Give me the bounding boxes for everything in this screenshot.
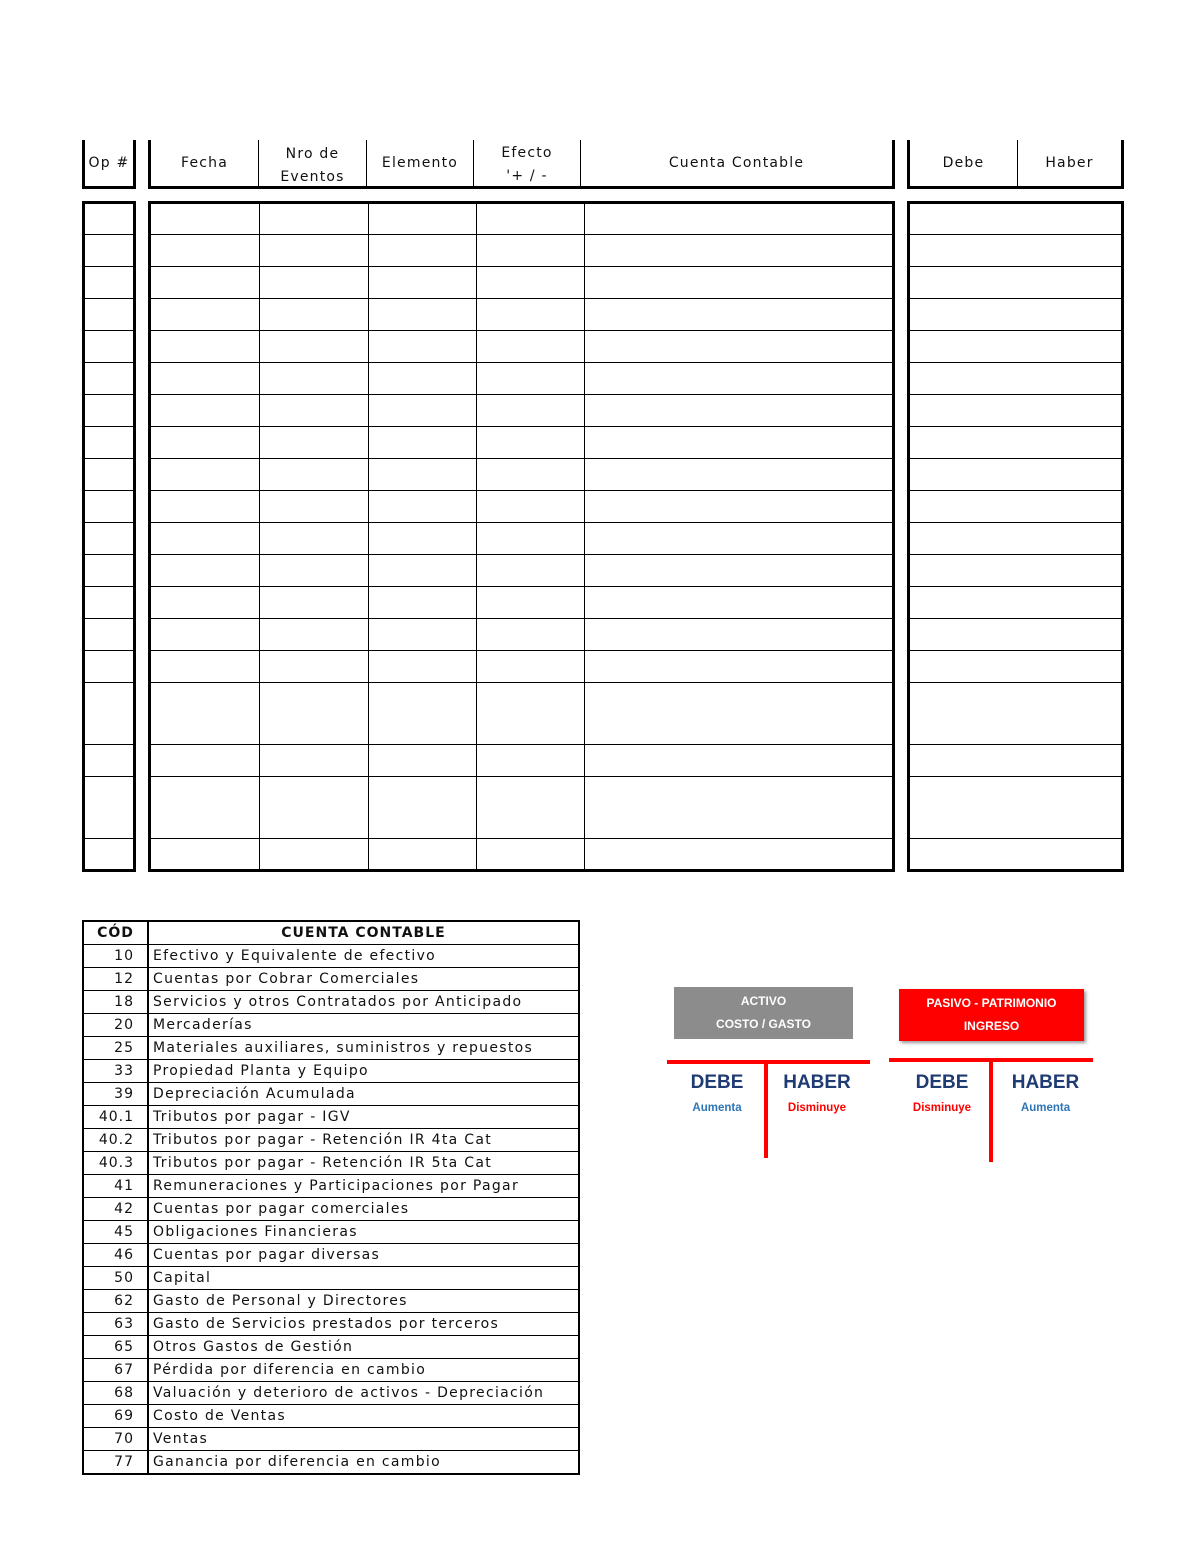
op-cell[interactable] (84, 267, 135, 299)
journal-cell[interactable] (369, 235, 477, 267)
journal-row (150, 491, 894, 523)
debe-haber-cell[interactable] (909, 745, 1123, 777)
activo-costo-gasto-box (674, 987, 853, 1039)
journal-cell[interactable] (369, 427, 477, 459)
op-row (84, 683, 135, 745)
left-debe-effect: Aumenta (692, 1102, 742, 1114)
op-cell[interactable] (84, 235, 135, 267)
debe-haber-cell[interactable] (909, 299, 1123, 331)
journal-cell[interactable] (369, 299, 477, 331)
journal-cell[interactable] (585, 459, 894, 491)
journal-cell[interactable] (585, 203, 894, 235)
journal-cell[interactable] (477, 839, 585, 871)
journal-cell[interactable] (585, 651, 894, 683)
account-row (83, 1152, 579, 1175)
op-cell[interactable] (84, 331, 135, 363)
op-header (82, 140, 136, 189)
account-row (83, 1336, 579, 1359)
journal-row (150, 683, 894, 745)
journal-cell[interactable] (260, 235, 369, 267)
op-cell[interactable] (84, 203, 135, 235)
op-cell[interactable] (84, 427, 135, 459)
journal-cell[interactable] (369, 459, 477, 491)
account-name: Cuentas por pagar comerciales (148, 1198, 579, 1221)
journal-cell[interactable] (150, 555, 260, 587)
debe-haber-cell[interactable] (909, 651, 1123, 683)
debe-haber-cell[interactable] (909, 331, 1123, 363)
journal-cell[interactable] (477, 745, 585, 777)
debe-haber-row (909, 651, 1123, 683)
right-credit-side (998, 1072, 1093, 1116)
account-code: 50 (83, 1267, 148, 1290)
account-row (83, 1267, 579, 1290)
debe-haber-row (909, 491, 1123, 523)
t-account-left-divider (764, 1060, 768, 1158)
account-code: 39 (83, 1083, 148, 1106)
name-column-header: CUENTA CONTABLE (148, 921, 579, 945)
journal-cell[interactable] (260, 683, 369, 745)
journal-cell[interactable] (585, 619, 894, 651)
journal-cell[interactable] (369, 363, 477, 395)
ingreso-label: INGRESO (963, 1019, 1020, 1033)
account-code: 62 (83, 1290, 148, 1313)
debe-haber-cell[interactable] (909, 427, 1123, 459)
account-code: 18 (83, 991, 148, 1014)
account-code: 25 (83, 1037, 148, 1060)
t-account-left-top-line (667, 1060, 870, 1064)
account-row (83, 1129, 579, 1152)
journal-cell[interactable] (477, 395, 585, 427)
journal-cell[interactable] (260, 491, 369, 523)
debe-haber-row (909, 363, 1123, 395)
debe-haber-row (909, 427, 1123, 459)
account-name: Remuneraciones y Participaciones por Pagar (148, 1175, 579, 1198)
op-cell[interactable] (84, 619, 135, 651)
journal-cell[interactable] (369, 267, 477, 299)
account-code: 46 (83, 1244, 148, 1267)
account-code: 20 (83, 1014, 148, 1037)
journal-cell[interactable] (150, 523, 260, 555)
journal-cell[interactable] (585, 839, 894, 871)
debe-header: Debe (910, 140, 1018, 186)
account-name: Capital (148, 1267, 579, 1290)
op-row (84, 299, 135, 331)
journal-cell[interactable] (477, 619, 585, 651)
op-row (84, 619, 135, 651)
journal-row (150, 555, 894, 587)
debe-haber-grid (907, 201, 1124, 872)
account-name: Materiales auxiliares, suministros y repuestos (148, 1037, 579, 1060)
op-row (84, 745, 135, 777)
journal-cell[interactable] (585, 331, 894, 363)
debe-haber-row (909, 839, 1123, 871)
journal-cell[interactable] (260, 555, 369, 587)
code-column-header: CÓD (83, 921, 148, 945)
account-row (83, 1037, 579, 1060)
journal-cell[interactable] (369, 683, 477, 745)
journal-row (150, 777, 894, 839)
debe-haber-cell[interactable] (909, 267, 1123, 299)
op-cell[interactable] (84, 839, 135, 871)
account-code: 41 (83, 1175, 148, 1198)
debe-haber-row (909, 683, 1123, 745)
journal-cell[interactable] (150, 427, 260, 459)
journal-cell[interactable] (150, 203, 260, 235)
op-row (84, 651, 135, 683)
account-row (83, 1106, 579, 1129)
op-cell[interactable] (84, 777, 135, 839)
op-row (84, 363, 135, 395)
journal-row (150, 587, 894, 619)
op-row (84, 523, 135, 555)
journal-row (150, 395, 894, 427)
account-name: Gasto de Personal y Directores (148, 1290, 579, 1313)
debe-haber-row (909, 777, 1123, 839)
right-debe-effect: Disminuye (912, 1102, 972, 1114)
account-name: Cuentas por pagar diversas (148, 1244, 579, 1267)
left-debit-side (672, 1072, 762, 1116)
account-row (83, 1060, 579, 1083)
debe-haber-cell[interactable] (909, 491, 1123, 523)
op-cell[interactable] (84, 459, 135, 491)
journal-row (150, 235, 894, 267)
elemento-header: Elemento (367, 140, 474, 186)
account-code: 70 (83, 1428, 148, 1451)
cuenta-contable-header: Cuenta Contable (668, 154, 805, 171)
account-code: 10 (83, 945, 148, 968)
account-code: 40.3 (83, 1152, 148, 1175)
journal-cell[interactable] (260, 363, 369, 395)
account-row (83, 1244, 579, 1267)
debe-haber-row (909, 745, 1123, 777)
account-code: 68 (83, 1382, 148, 1405)
op-row (84, 777, 135, 839)
t-account-right-divider (989, 1058, 993, 1162)
journal-cell[interactable] (150, 299, 260, 331)
op-row (84, 459, 135, 491)
account-name: Mercaderías (148, 1014, 579, 1037)
journal-cell[interactable] (477, 235, 585, 267)
journal-cell[interactable] (260, 745, 369, 777)
journal-cell[interactable] (260, 587, 369, 619)
account-row (83, 968, 579, 991)
op-header-label: Op # (88, 154, 130, 171)
journal-cell[interactable] (369, 331, 477, 363)
op-cell[interactable] (84, 651, 135, 683)
account-name: Pérdida por diferencia en cambio (148, 1359, 579, 1382)
journal-cell[interactable] (585, 363, 894, 395)
journal-cell[interactable] (150, 395, 260, 427)
debe-haber-row (909, 235, 1123, 267)
account-name: Gasto de Servicios prestados por terceros (148, 1313, 579, 1336)
journal-row (150, 427, 894, 459)
fecha-header: Fecha (151, 140, 259, 186)
debe-haber-cell[interactable] (909, 683, 1123, 745)
op-cell[interactable] (84, 745, 135, 777)
journal-row (150, 363, 894, 395)
account-row (83, 1175, 579, 1198)
account-row (83, 1451, 579, 1475)
left-haber-label: HABER (783, 1072, 851, 1093)
debe-haber-row (909, 267, 1123, 299)
journal-row (150, 745, 894, 777)
op-row (84, 395, 135, 427)
account-name: Ventas (148, 1428, 579, 1451)
journal-cell[interactable] (260, 299, 369, 331)
pasivo-patrimonio-label: PASIVO - PATRIMONIO (926, 996, 1057, 1010)
debe-haber-row (909, 587, 1123, 619)
debe-haber-cell[interactable] (909, 839, 1123, 871)
journal-cell[interactable] (369, 587, 477, 619)
journal-header (148, 140, 895, 189)
journal-cell[interactable] (260, 203, 369, 235)
journal-cell[interactable] (369, 777, 477, 839)
journal-cell[interactable] (150, 267, 260, 299)
debe-haber-cell[interactable] (909, 363, 1123, 395)
account-code: 67 (83, 1359, 148, 1382)
account-row (83, 1014, 579, 1037)
account-name: Otros Gastos de Gestión (148, 1336, 579, 1359)
debe-haber-cell[interactable] (909, 395, 1123, 427)
account-row (83, 1313, 579, 1336)
op-cell[interactable] (84, 683, 135, 745)
journal-cell[interactable] (150, 745, 260, 777)
journal-cell[interactable] (260, 331, 369, 363)
journal-cell[interactable] (150, 331, 260, 363)
debe-haber-cell[interactable] (909, 555, 1123, 587)
journal-cell[interactable] (369, 203, 477, 235)
journal-cell[interactable] (585, 427, 894, 459)
journal-cell[interactable] (150, 839, 260, 871)
account-code: 77 (83, 1451, 148, 1475)
right-debit-side (896, 1072, 988, 1116)
debe-haber-cell[interactable] (909, 459, 1123, 491)
journal-cell[interactable] (260, 839, 369, 871)
debe-haber-cell[interactable] (909, 587, 1123, 619)
journal-cell[interactable] (477, 523, 585, 555)
journal-cell[interactable] (477, 491, 585, 523)
journal-cell[interactable] (150, 651, 260, 683)
debe-haber-cell[interactable] (909, 777, 1123, 839)
debe-haber-cell[interactable] (909, 203, 1123, 235)
right-haber-label: HABER (1011, 1072, 1080, 1093)
journal-row (150, 651, 894, 683)
journal-cell[interactable] (477, 683, 585, 745)
op-row (84, 839, 135, 871)
account-name: Obligaciones Financieras (148, 1221, 579, 1244)
op-row (84, 587, 135, 619)
journal-cell[interactable] (150, 683, 260, 745)
account-code: 63 (83, 1313, 148, 1336)
journal-cell[interactable] (150, 777, 260, 839)
account-code: 40.2 (83, 1129, 148, 1152)
debe-haber-header (907, 140, 1124, 189)
debe-haber-row (909, 299, 1123, 331)
right-debe-label: DEBE (915, 1072, 969, 1093)
account-name: Efectivo y Equivalente de efectivo (148, 945, 579, 968)
op-cell[interactable] (84, 523, 135, 555)
nro-eventos-header: Nro de Eventos (259, 140, 367, 186)
journal-cell[interactable] (150, 587, 260, 619)
journal-cell[interactable] (585, 299, 894, 331)
account-name: Propiedad Planta y Equipo (148, 1060, 579, 1083)
account-row (83, 1359, 579, 1382)
account-code: 45 (83, 1221, 148, 1244)
journal-cell[interactable] (477, 555, 585, 587)
account-code: 69 (83, 1405, 148, 1428)
accounts-header-row (83, 921, 579, 945)
account-row (83, 1083, 579, 1106)
journal-cell[interactable] (369, 395, 477, 427)
journal-cell[interactable] (260, 267, 369, 299)
journal-cell[interactable] (585, 491, 894, 523)
journal-cell[interactable] (585, 395, 894, 427)
journal-cell[interactable] (260, 619, 369, 651)
account-code: 42 (83, 1198, 148, 1221)
journal-cell[interactable] (369, 523, 477, 555)
account-row (83, 991, 579, 1014)
haber-header: Haber (1045, 154, 1094, 171)
journal-cell[interactable] (585, 745, 894, 777)
account-row (83, 1221, 579, 1244)
journal-cell[interactable] (150, 363, 260, 395)
op-row (84, 267, 135, 299)
journal-cell[interactable] (150, 491, 260, 523)
account-row (83, 1405, 579, 1428)
journal-row (150, 267, 894, 299)
account-row (83, 1198, 579, 1221)
journal-cell[interactable] (477, 203, 585, 235)
journal-cell[interactable] (585, 777, 894, 839)
account-name: Tributos por pagar - Retención IR 5ta Cat (148, 1152, 579, 1175)
journal-cell[interactable] (477, 267, 585, 299)
op-cell[interactable] (84, 555, 135, 587)
journal-cell[interactable] (369, 491, 477, 523)
debe-haber-cell[interactable] (909, 523, 1123, 555)
account-name: Valuación y deterioro de activos - Depreciación (148, 1382, 579, 1405)
journal-cell[interactable] (369, 839, 477, 871)
debe-haber-row (909, 459, 1123, 491)
account-name: Costo de Ventas (148, 1405, 579, 1428)
journal-row (150, 839, 894, 871)
left-debe-label: DEBE (690, 1072, 744, 1093)
op-cell[interactable] (84, 395, 135, 427)
journal-cell[interactable] (369, 651, 477, 683)
account-name: Ganancia por diferencia en cambio (148, 1451, 579, 1475)
account-name: Tributos por pagar - Retención IR 4ta Cat (148, 1129, 579, 1152)
account-code: 65 (83, 1336, 148, 1359)
journal-cell[interactable] (477, 363, 585, 395)
left-haber-effect: Disminuye (787, 1102, 847, 1114)
account-name: Cuentas por Cobrar Comerciales (148, 968, 579, 991)
account-name: Servicios y otros Contratados por Anticipado (148, 991, 579, 1014)
journal-cell[interactable] (585, 267, 894, 299)
account-name: Tributos por pagar - IGV (148, 1106, 579, 1129)
journal-cell[interactable] (477, 331, 585, 363)
op-row (84, 427, 135, 459)
journal-row (150, 459, 894, 491)
journal-cell[interactable] (477, 427, 585, 459)
journal-cell[interactable] (369, 619, 477, 651)
debe-haber-row (909, 331, 1123, 363)
account-name: Depreciación Acumulada (148, 1083, 579, 1106)
account-code: 12 (83, 968, 148, 991)
journal-cell[interactable] (477, 587, 585, 619)
left-credit-side (772, 1072, 862, 1116)
journal-cell[interactable] (369, 555, 477, 587)
debe-haber-row (909, 203, 1123, 235)
journal-cell[interactable] (260, 427, 369, 459)
journal-cell[interactable] (585, 523, 894, 555)
journal-cell[interactable] (477, 299, 585, 331)
journal-row (150, 523, 894, 555)
debe-haber-row (909, 619, 1123, 651)
journal-cell[interactable] (477, 459, 585, 491)
activo-label: ACTIVO (740, 994, 787, 1008)
costo-gasto-label: COSTO / GASTO (716, 1017, 811, 1031)
journal-cell[interactable] (260, 777, 369, 839)
journal-cell[interactable] (260, 395, 369, 427)
op-row (84, 555, 135, 587)
debe-haber-row (909, 523, 1123, 555)
journal-row (150, 299, 894, 331)
journal-entries-grid (148, 201, 895, 872)
chart-of-accounts-table (82, 920, 580, 1475)
journal-cell[interactable] (477, 651, 585, 683)
debe-haber-row (909, 555, 1123, 587)
journal-cell[interactable] (585, 235, 894, 267)
account-code: 33 (83, 1060, 148, 1083)
journal-row (150, 331, 894, 363)
op-cell[interactable] (84, 587, 135, 619)
journal-cell[interactable] (150, 459, 260, 491)
op-cell[interactable] (84, 299, 135, 331)
journal-cell[interactable] (369, 745, 477, 777)
account-row (83, 945, 579, 968)
journal-cell[interactable] (150, 235, 260, 267)
journal-cell[interactable] (477, 777, 585, 839)
account-row (83, 1382, 579, 1405)
journal-cell[interactable] (585, 683, 894, 745)
journal-cell[interactable] (260, 459, 369, 491)
op-row (84, 203, 135, 235)
journal-cell[interactable] (150, 619, 260, 651)
journal-cell[interactable] (585, 587, 894, 619)
op-row (84, 331, 135, 363)
journal-cell[interactable] (585, 555, 894, 587)
pasivo-patrimonio-ingreso-box (899, 989, 1084, 1041)
op-cell[interactable] (84, 491, 135, 523)
efecto-header: Efecto '+ / - (474, 140, 581, 186)
account-code: 40.1 (83, 1106, 148, 1129)
op-row (84, 235, 135, 267)
journal-row (150, 619, 894, 651)
journal-cell[interactable] (260, 523, 369, 555)
debe-haber-cell[interactable] (909, 619, 1123, 651)
journal-row (150, 203, 894, 235)
debe-haber-cell[interactable] (909, 235, 1123, 267)
journal-cell[interactable] (260, 651, 369, 683)
debe-haber-row (909, 395, 1123, 427)
op-column-grid (82, 201, 136, 872)
op-row (84, 491, 135, 523)
right-haber-effect: Aumenta (1020, 1102, 1071, 1114)
account-row (83, 1428, 579, 1451)
op-cell[interactable] (84, 363, 135, 395)
account-row (83, 1290, 579, 1313)
